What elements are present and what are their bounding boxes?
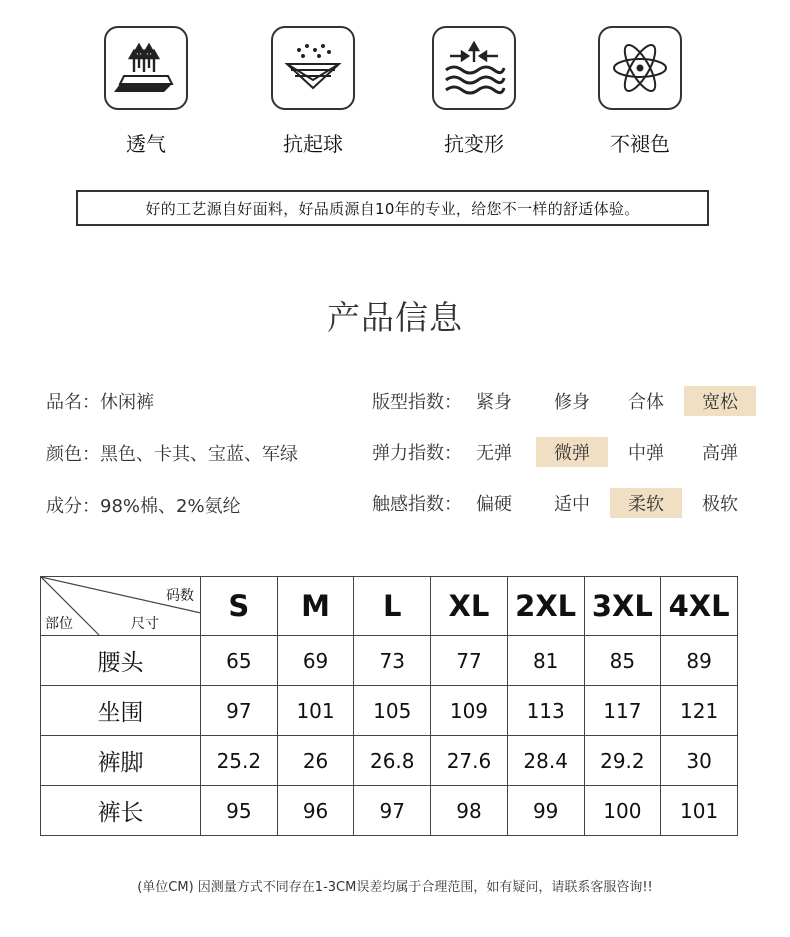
size-value: 105 — [354, 686, 431, 736]
table-row — [41, 636, 738, 686]
index-option: 偏硬 — [476, 494, 512, 515]
size-value: 99 — [507, 786, 584, 836]
size-value: 98 — [431, 786, 508, 836]
index-label: 弹力指数： — [372, 443, 462, 464]
index-option: 无弹 — [476, 443, 512, 464]
index-option-selected: 柔软 — [610, 488, 682, 518]
size-table — [40, 576, 738, 836]
section-title: 产品信息 — [327, 298, 463, 337]
feature-anti-pilling — [253, 26, 373, 157]
size-value: 100 — [584, 786, 661, 836]
size-value: 97 — [201, 686, 278, 736]
feature-breathable — [86, 26, 206, 157]
size-value: 101 — [277, 686, 354, 736]
product-colors: 颜色：黑色、卡其、宝蓝、军绿 — [46, 444, 298, 465]
size-value: 27.6 — [431, 736, 508, 786]
size-header: M — [277, 577, 354, 636]
size-header: 4XL — [661, 577, 738, 636]
size-value: 25.2 — [201, 736, 278, 786]
size-header: XL — [431, 577, 508, 636]
size-value: 97 — [354, 786, 431, 836]
touch-index — [372, 488, 758, 539]
feature-icons — [0, 26, 790, 166]
index-option: 适中 — [554, 494, 590, 515]
table-row — [41, 736, 738, 786]
stretch-index — [372, 437, 758, 488]
size-value: 95 — [201, 786, 278, 836]
size-header: 3XL — [584, 577, 661, 636]
size-value: 65 — [201, 636, 278, 686]
size-value: 113 — [507, 686, 584, 736]
index-label: 触感指数： — [372, 494, 462, 515]
feature-label: 抗变形 — [444, 132, 504, 156]
size-header-row — [41, 577, 738, 636]
size-value: 85 — [584, 636, 661, 686]
part-label: 坐围 — [41, 686, 201, 736]
index-option: 紧身 — [476, 392, 512, 413]
anti-pilling-icon — [271, 26, 355, 110]
feature-label: 抗起球 — [283, 132, 343, 156]
feature-colorfast — [580, 26, 700, 157]
index-option-selected: 微弹 — [536, 437, 608, 467]
breathable-icon — [104, 26, 188, 110]
index-option: 高弹 — [702, 443, 738, 464]
size-value: 28.4 — [507, 736, 584, 786]
size-value: 89 — [661, 636, 738, 686]
feature-label: 透气 — [126, 132, 166, 156]
table-row — [41, 786, 738, 836]
size-value: 121 — [661, 686, 738, 736]
index-label: 版型指数： — [372, 392, 462, 413]
slogan-box — [76, 190, 709, 226]
size-value: 101 — [661, 786, 738, 836]
index-option-selected: 宽松 — [684, 386, 756, 416]
size-value: 26 — [277, 736, 354, 786]
size-value: 30 — [661, 736, 738, 786]
fit-index — [372, 386, 758, 437]
slogan-text: 好的工艺源自好面料，好品质源自10年的专业，给您不一样的舒适体验。 — [145, 199, 640, 218]
feature-anti-deform — [414, 26, 534, 157]
corner-part-label: 部位 — [45, 616, 73, 632]
size-value: 109 — [431, 686, 508, 736]
part-label: 腰头 — [41, 636, 201, 686]
part-label: 裤脚 — [41, 736, 201, 786]
index-option: 极软 — [702, 494, 738, 515]
product-material: 成分：98%棉、2%氨纶 — [46, 496, 241, 517]
size-value: 26.8 — [354, 736, 431, 786]
corner-size-label: 码数 — [166, 588, 194, 604]
index-option: 修身 — [554, 392, 590, 413]
size-value: 29.2 — [584, 736, 661, 786]
feature-label: 不褪色 — [610, 132, 670, 156]
part-label: 裤长 — [41, 786, 201, 836]
size-value: 73 — [354, 636, 431, 686]
size-header: S — [201, 577, 278, 636]
size-value: 96 — [277, 786, 354, 836]
size-value: 77 — [431, 636, 508, 686]
size-value: 69 — [277, 636, 354, 686]
table-row — [41, 686, 738, 736]
size-header: 2XL — [507, 577, 584, 636]
product-indices — [372, 386, 758, 539]
size-value: 117 — [584, 686, 661, 736]
index-option: 中弹 — [628, 443, 664, 464]
size-value: 81 — [507, 636, 584, 686]
index-option: 合体 — [628, 392, 664, 413]
measurement-footnote: (单位CM) 因测量方式不同存在1-3CM误差均属于合理范围，如有疑问，请联系客服咨询!! — [137, 880, 653, 895]
corner-measure-label: 尺寸 — [131, 616, 159, 632]
size-header: L — [354, 577, 431, 636]
product-name: 品名：休闲裤 — [46, 392, 154, 413]
anti-deform-icon — [432, 26, 516, 110]
table-corner — [41, 577, 201, 636]
product-info-basic — [46, 388, 298, 544]
colorfast-icon — [598, 26, 682, 110]
